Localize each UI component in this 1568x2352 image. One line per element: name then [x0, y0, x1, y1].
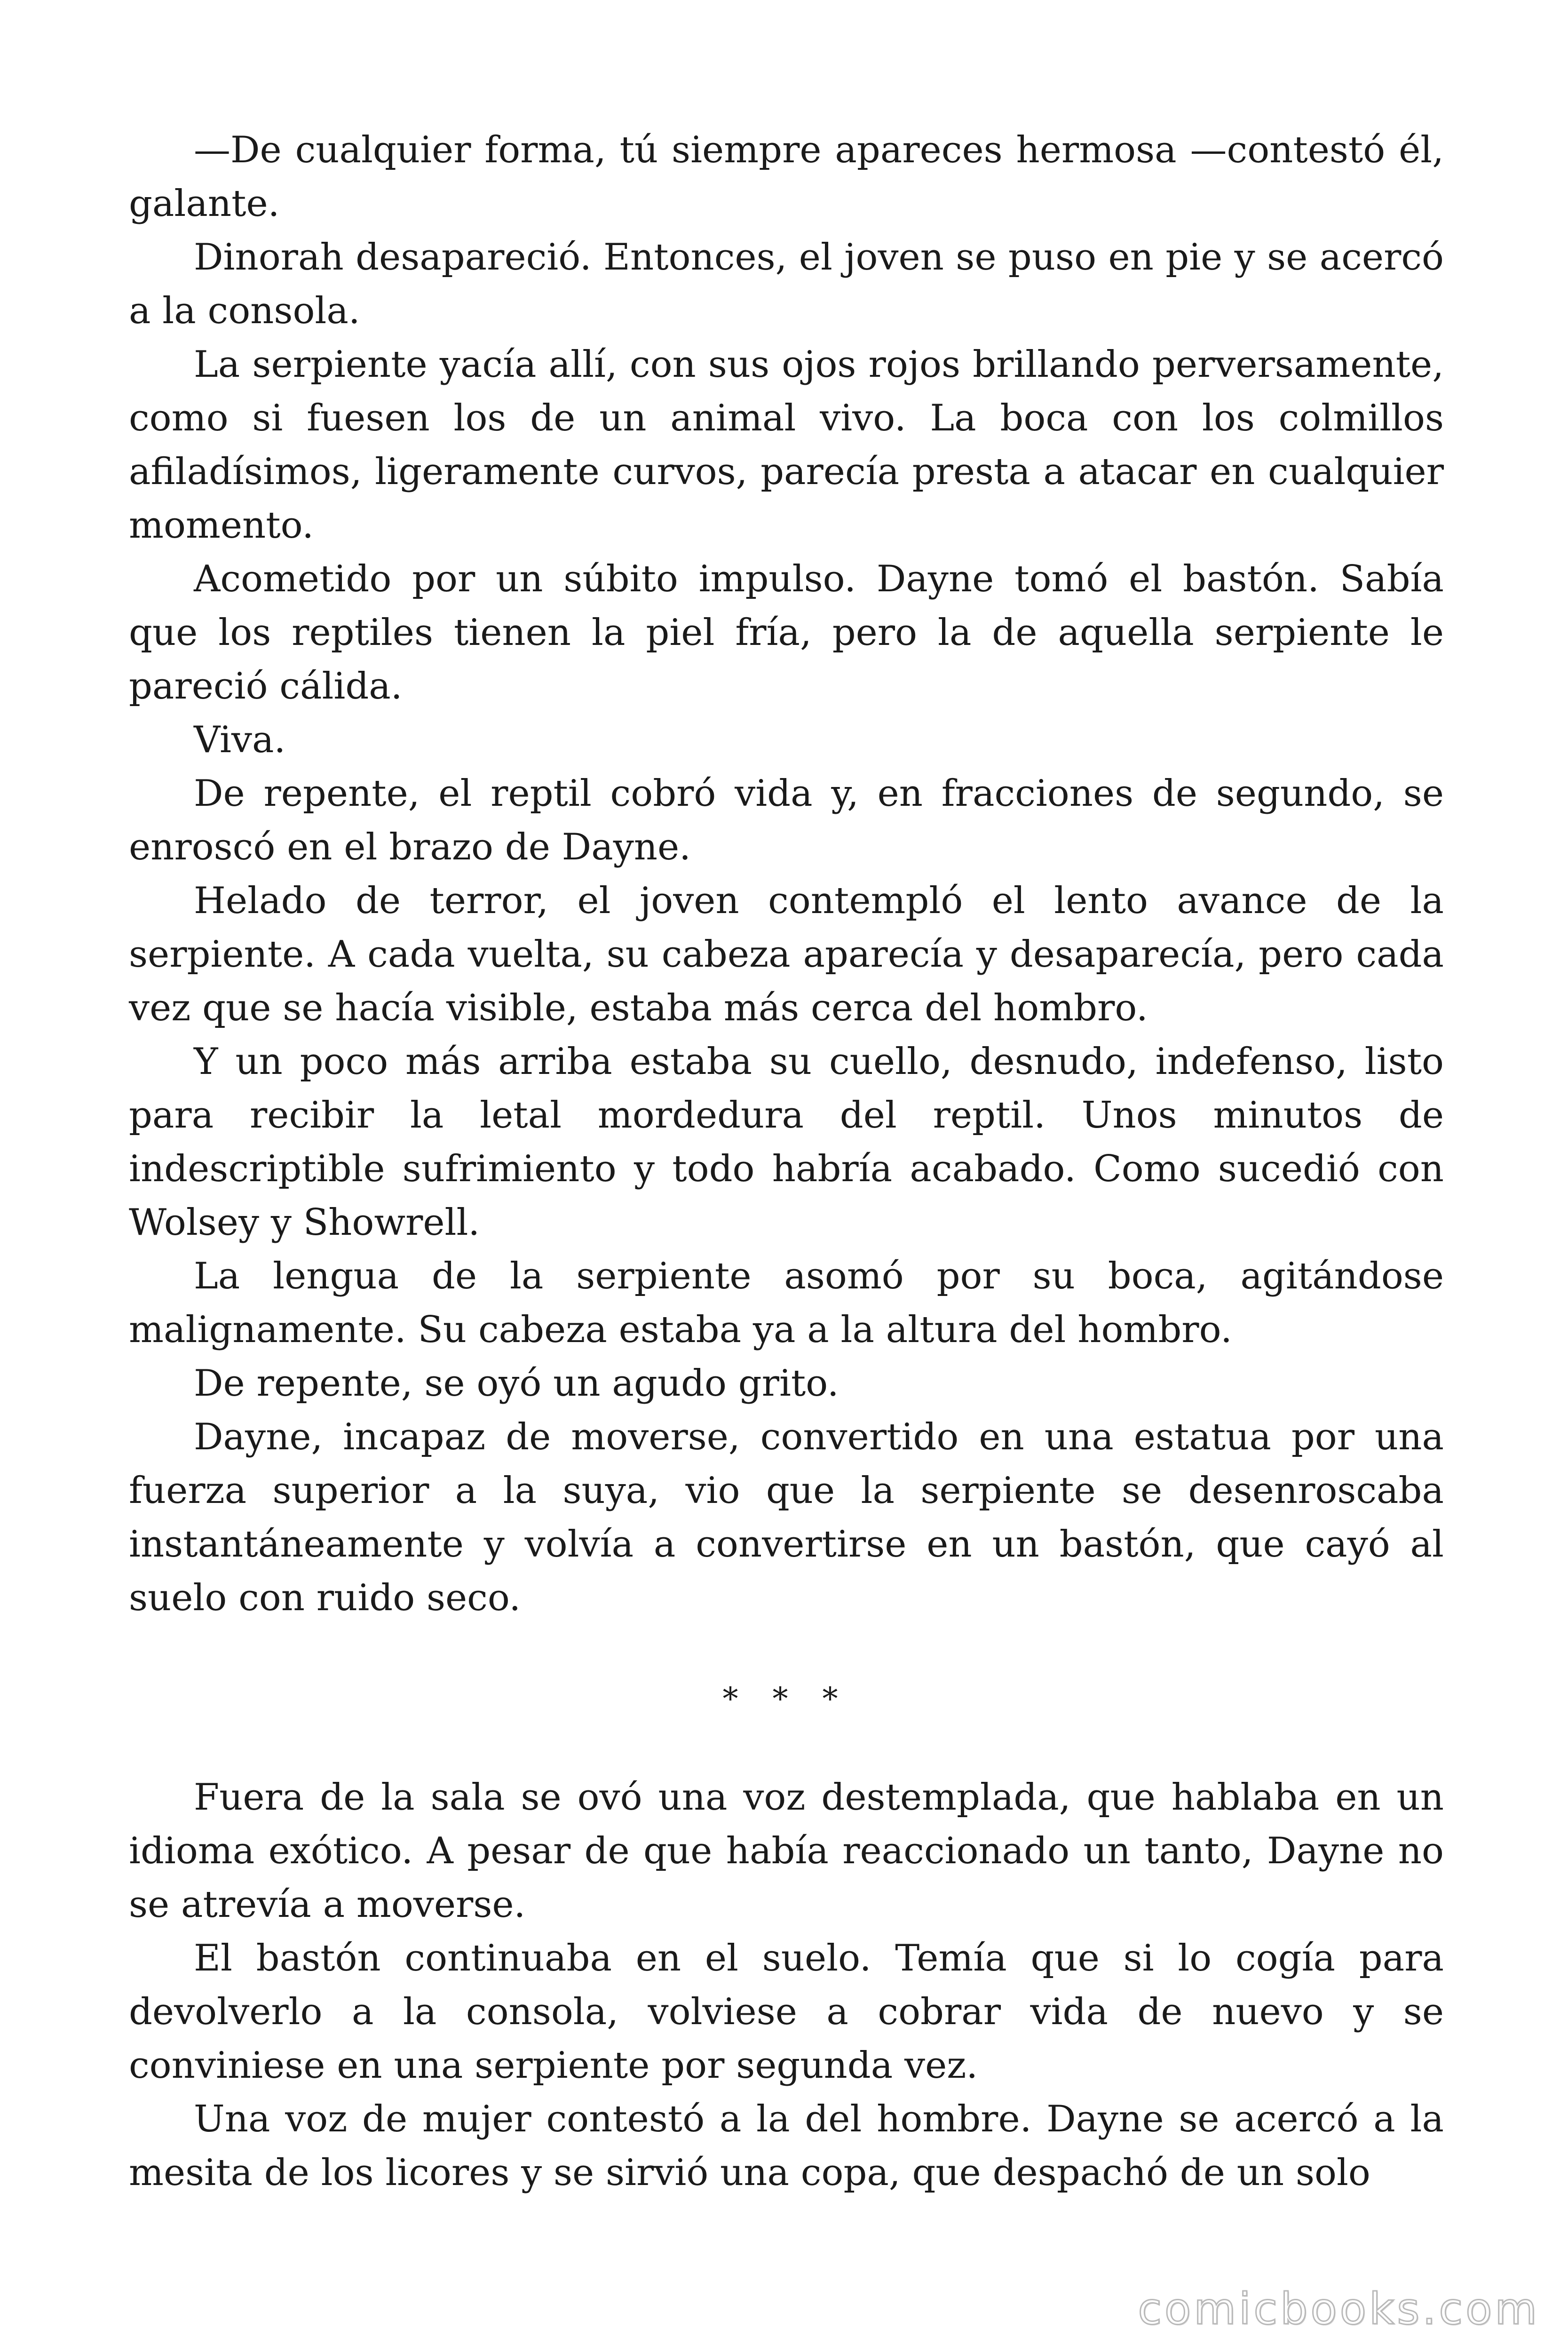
- paragraph: Fuera de la sala se ovó una voz destemplada, que hablaba en un idioma exótico. A pesar de que había reaccionado un tanto, Dayne no se atrevía a moverse.: [129, 1776, 1444, 1926]
- paragraph: La lengua de la serpiente asomó por su boca, agitándose malignamente. Su cabeza estaba ya a la altura del hombro.: [129, 1255, 1444, 1351]
- page-text: [129, 123, 1444, 2200]
- paragraph: De repente, se oyó un agudo grito.: [194, 1362, 839, 1405]
- watermark: comicbooks.com: [1138, 2284, 1540, 2334]
- paragraph: La serpiente yacía allí, con sus ojos rojos brillando perversamente, como si fuesen los de un animal vivo. La boca con los colmillos afiladísimos, ligeramente curvos, parecía presta a atacar en cualquier momento.: [129, 343, 1444, 547]
- paragraph: De repente, el reptil cobró vida y, en fracciones de segundo, se enroscó en el brazo de Dayne.: [129, 772, 1444, 868]
- paragraph: Acometido por un súbito impulso. Dayne tomó el bastón. Sabía que los reptiles tienen la piel fría, pero la de aquella serpiente le pareció cálida.: [129, 558, 1444, 707]
- paragraph: Helado de terror, el joven contempló el lento avance de la serpiente. A cada vuelta, su cabeza aparecía y desaparecía, pero cada vez que se hacía visible, estaba más cerca del hombro.: [129, 880, 1444, 1029]
- paragraph: El bastón continuaba en el suelo. Temía que si lo cogía para devolverlo a la consola, volviese a cobrar vida de nuevo y se conviniese en una serpiente por segunda vez.: [129, 1937, 1444, 2087]
- paragraph: —De cualquier forma, tú siempre apareces hermosa —contestó él, galante.: [129, 129, 1444, 225]
- scene-break: * * *: [722, 1681, 850, 1717]
- paragraph: Viva.: [194, 719, 286, 761]
- paragraph: Dinorah desapareció. Entonces, el joven se puso en pie y se acercó a la consola.: [129, 236, 1444, 332]
- paragraph: Dayne, incapaz de moverse, convertido en una estatua por una fuerza superior a la suya, vio que la serpiente se desenroscaba instantáneamente y volvía a convertirse en un bastón, que cayó al suelo con ruido seco.: [129, 1416, 1444, 1619]
- paragraph: Una voz de mujer contestó a la del hombre. Dayne se acercó a la mesita de los licores y se sirvió una copa, que despachó de un solo: [129, 2098, 1444, 2194]
- paragraph: Y un poco más arriba estaba su cuello, desnudo, indefenso, listo para recibir la letal mordedura del reptil. Unos minutos de indescriptible sufrimiento y todo habría acabado. Como sucedió con Wolsey y Showrell.: [129, 1041, 1444, 1244]
